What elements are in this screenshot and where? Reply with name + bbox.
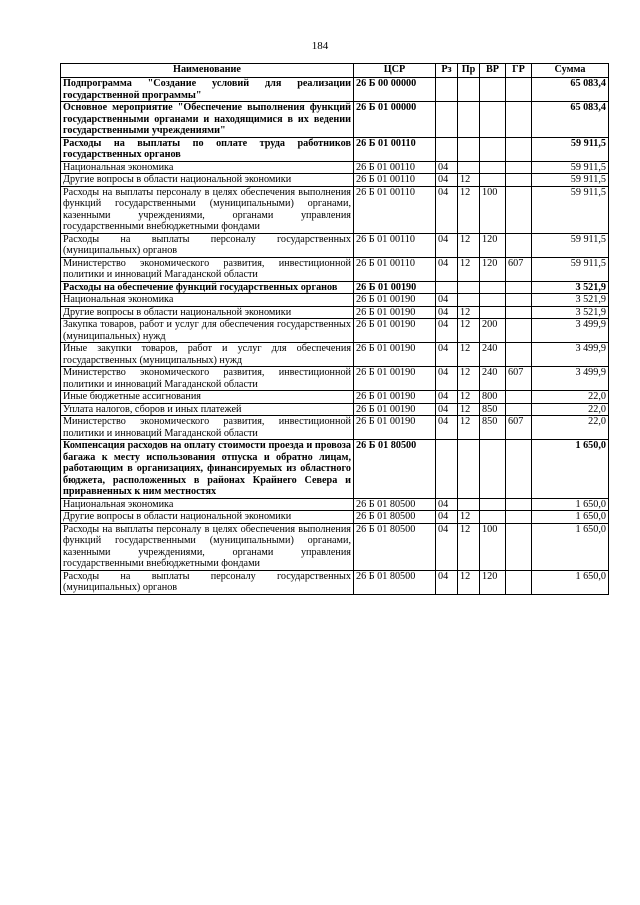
cell-sum: 59 911,5: [532, 161, 609, 174]
cell-name: Расходы на выплаты персоналу государственных (муниципальных) органов: [61, 570, 354, 594]
cell-rz: [436, 102, 458, 138]
cell-pr: 12: [458, 367, 480, 391]
cell-csr: 26 Б 01 80500: [354, 498, 436, 511]
cell-csr: 26 Б 01 80500: [354, 523, 436, 570]
cell-gr: [506, 281, 532, 294]
cell-name: Расходы на выплаты по оплате труда работников государственных органов: [61, 137, 354, 161]
cell-csr: 26 Б 01 80500: [354, 440, 436, 499]
table-row: [61, 78, 609, 102]
cell-gr: [506, 102, 532, 138]
cell-csr: 26 Б 01 00110: [354, 257, 436, 281]
cell-csr: 26 Б 01 00190: [354, 416, 436, 440]
cell-vr: 200: [480, 319, 506, 343]
cell-name: Другие вопросы в области национальной экономики: [61, 306, 354, 319]
cell-sum: 22,0: [532, 416, 609, 440]
cell-gr: [506, 161, 532, 174]
cell-name: Министерство экономического развития, инвестиционной политики и инноваций Магаданской области: [61, 416, 354, 440]
cell-vr: [480, 294, 506, 307]
cell-vr: 800: [480, 391, 506, 404]
cell-name: Уплата налогов, сборов и иных платежей: [61, 403, 354, 416]
cell-pr: [458, 294, 480, 307]
table-header-row: [61, 64, 609, 78]
cell-csr: 26 Б 01 80500: [354, 511, 436, 524]
cell-sum: 3 521,9: [532, 281, 609, 294]
table-row: [61, 233, 609, 257]
cell-pr: [458, 161, 480, 174]
cell-sum: 1 650,0: [532, 511, 609, 524]
cell-pr: [458, 78, 480, 102]
cell-pr: 12: [458, 511, 480, 524]
cell-rz: 04: [436, 257, 458, 281]
cell-rz: [436, 137, 458, 161]
cell-rz: 04: [436, 161, 458, 174]
cell-csr: 26 Б 01 00110: [354, 161, 436, 174]
cell-gr: [506, 137, 532, 161]
table-row: [61, 102, 609, 138]
cell-gr: [506, 440, 532, 499]
cell-name: Другие вопросы в области национальной экономики: [61, 174, 354, 187]
cell-gr: 607: [506, 416, 532, 440]
cell-gr: 607: [506, 257, 532, 281]
table-row: [61, 319, 609, 343]
cell-pr: [458, 498, 480, 511]
table-row: [61, 570, 609, 594]
cell-gr: [506, 186, 532, 233]
cell-rz: 04: [436, 403, 458, 416]
cell-sum: 59 911,5: [532, 174, 609, 187]
table-row: [61, 403, 609, 416]
cell-gr: 607: [506, 367, 532, 391]
cell-sum: 22,0: [532, 391, 609, 404]
cell-sum: 59 911,5: [532, 186, 609, 233]
cell-sum: 65 083,4: [532, 78, 609, 102]
cell-csr: 26 Б 01 00190: [354, 306, 436, 319]
cell-pr: 12: [458, 319, 480, 343]
table-row: [61, 391, 609, 404]
cell-name: Расходы на выплаты персоналу в целях обеспечения выполнения функций государственными (муниципальными) органами, казенными учреждениями, органами управления государственными внебюджетными фондами: [61, 523, 354, 570]
cell-vr: 240: [480, 343, 506, 367]
cell-gr: [506, 403, 532, 416]
table-row: [61, 281, 609, 294]
cell-rz: 04: [436, 294, 458, 307]
table-row: [61, 440, 609, 499]
cell-sum: 59 911,5: [532, 257, 609, 281]
cell-vr: [480, 281, 506, 294]
cell-rz: 04: [436, 511, 458, 524]
cell-rz: 04: [436, 174, 458, 187]
cell-pr: 12: [458, 416, 480, 440]
cell-sum: 3 521,9: [532, 294, 609, 307]
column-header-vr: ВР: [480, 64, 506, 78]
table-row: [61, 137, 609, 161]
cell-vr: [480, 137, 506, 161]
cell-csr: 26 Б 01 00000: [354, 102, 436, 138]
cell-pr: 12: [458, 343, 480, 367]
cell-csr: 26 Б 01 00110: [354, 233, 436, 257]
cell-name: Расходы на обеспечение функций государственных органов: [61, 281, 354, 294]
column-header-pr: Пр: [458, 64, 480, 78]
column-header-rz: Рз: [436, 64, 458, 78]
cell-rz: 04: [436, 523, 458, 570]
cell-rz: 04: [436, 498, 458, 511]
cell-pr: 12: [458, 570, 480, 594]
cell-rz: [436, 440, 458, 499]
cell-pr: [458, 281, 480, 294]
cell-vr: 120: [480, 570, 506, 594]
cell-csr: 26 Б 00 00000: [354, 78, 436, 102]
cell-rz: 04: [436, 343, 458, 367]
cell-gr: [506, 78, 532, 102]
cell-pr: 12: [458, 391, 480, 404]
cell-pr: 12: [458, 174, 480, 187]
cell-rz: 04: [436, 306, 458, 319]
cell-csr: 26 Б 01 00190: [354, 281, 436, 294]
cell-rz: 04: [436, 416, 458, 440]
cell-name: Основное мероприятие "Обеспечение выполнения функций государственными органами и находящимися в их ведении государственными учреждениями": [61, 102, 354, 138]
cell-rz: 04: [436, 367, 458, 391]
cell-vr: 120: [480, 233, 506, 257]
cell-name: Компенсация расходов на оплату стоимости проезда и провоза багажа к месту использования отпуска и обратно лицам, работающим в организациях, финансируемых из областного бюджета, расположенных в районах Крайнего Севера и приравненных к ним местностях: [61, 440, 354, 499]
cell-csr: 26 Б 01 00190: [354, 343, 436, 367]
cell-name: Закупка товаров, работ и услуг для обеспечения государственных (муниципальных) нужд: [61, 319, 354, 343]
cell-gr: [506, 523, 532, 570]
cell-csr: 26 Б 01 00110: [354, 186, 436, 233]
page-number: 184: [311, 40, 329, 52]
cell-vr: 100: [480, 523, 506, 570]
cell-pr: 12: [458, 186, 480, 233]
cell-pr: [458, 102, 480, 138]
cell-csr: 26 Б 01 80500: [354, 570, 436, 594]
cell-sum: 3 499,9: [532, 343, 609, 367]
cell-vr: 240: [480, 367, 506, 391]
cell-csr: 26 Б 01 00190: [354, 367, 436, 391]
cell-gr: [506, 570, 532, 594]
cell-vr: [480, 498, 506, 511]
cell-name: Расходы на выплаты персоналу государственных (муниципальных) органов: [61, 233, 354, 257]
cell-name: Другие вопросы в области национальной экономики: [61, 511, 354, 524]
table-row: [61, 343, 609, 367]
cell-sum: 1 650,0: [532, 440, 609, 499]
table-row: [61, 174, 609, 187]
table-body: [61, 78, 609, 595]
cell-vr: [480, 102, 506, 138]
cell-pr: 12: [458, 523, 480, 570]
table-row: [61, 511, 609, 524]
cell-sum: 22,0: [532, 403, 609, 416]
cell-name: Министерство экономического развития, инвестиционной политики и инноваций Магаданской области: [61, 257, 354, 281]
table-row: [61, 416, 609, 440]
cell-gr: [506, 391, 532, 404]
column-header-gr: ГР: [506, 64, 532, 78]
cell-name: Министерство экономического развития, инвестиционной политики и инноваций Магаданской области: [61, 367, 354, 391]
table-row: [61, 367, 609, 391]
cell-csr: 26 Б 01 00190: [354, 391, 436, 404]
cell-pr: 12: [458, 403, 480, 416]
cell-rz: [436, 78, 458, 102]
cell-gr: [506, 343, 532, 367]
cell-sum: 1 650,0: [532, 523, 609, 570]
cell-csr: 26 Б 01 00190: [354, 403, 436, 416]
cell-gr: [506, 233, 532, 257]
table-row: [61, 257, 609, 281]
column-header-csr: ЦСР: [354, 64, 436, 78]
cell-csr: 26 Б 01 00190: [354, 294, 436, 307]
cell-sum: 3 499,9: [532, 319, 609, 343]
cell-vr: [480, 306, 506, 319]
budget-table: [60, 63, 609, 595]
cell-sum: 65 083,4: [532, 102, 609, 138]
cell-csr: 26 Б 01 00110: [354, 137, 436, 161]
cell-pr: [458, 137, 480, 161]
cell-rz: 04: [436, 186, 458, 233]
table-row: [61, 523, 609, 570]
cell-rz: [436, 281, 458, 294]
cell-sum: 1 650,0: [532, 570, 609, 594]
cell-csr: 26 Б 01 00190: [354, 319, 436, 343]
cell-gr: [506, 306, 532, 319]
column-header-sum: Сумма: [532, 64, 609, 78]
cell-sum: 1 650,0: [532, 498, 609, 511]
cell-sum: 59 911,5: [532, 233, 609, 257]
cell-sum: 3 499,9: [532, 367, 609, 391]
cell-pr: 12: [458, 306, 480, 319]
cell-gr: [506, 498, 532, 511]
cell-vr: [480, 78, 506, 102]
cell-rz: 04: [436, 570, 458, 594]
cell-name: Национальная экономика: [61, 498, 354, 511]
cell-vr: 850: [480, 403, 506, 416]
cell-pr: [458, 440, 480, 499]
cell-name: Национальная экономика: [61, 294, 354, 307]
cell-gr: [506, 174, 532, 187]
table-row: [61, 186, 609, 233]
cell-vr: 850: [480, 416, 506, 440]
table-row: [61, 306, 609, 319]
cell-gr: [506, 511, 532, 524]
table-row: [61, 161, 609, 174]
cell-pr: 12: [458, 233, 480, 257]
cell-pr: 12: [458, 257, 480, 281]
cell-name: Национальная экономика: [61, 161, 354, 174]
cell-rz: 04: [436, 233, 458, 257]
cell-vr: [480, 161, 506, 174]
table-row: [61, 498, 609, 511]
cell-csr: 26 Б 01 00110: [354, 174, 436, 187]
cell-vr: 100: [480, 186, 506, 233]
cell-vr: [480, 511, 506, 524]
cell-name: Расходы на выплаты персоналу в целях обеспечения выполнения функций государственными (муниципальными) органами, казенными учреждениями, органами управления государственными внебюджетными фондами: [61, 186, 354, 233]
cell-name: Иные закупки товаров, работ и услуг для обеспечения государственных (муниципальных) нужд: [61, 343, 354, 367]
cell-sum: 59 911,5: [532, 137, 609, 161]
column-header-name: Наименование: [61, 64, 354, 78]
cell-rz: 04: [436, 319, 458, 343]
cell-name: Подпрограмма "Создание условий для реализации государственной программы": [61, 78, 354, 102]
cell-vr: [480, 174, 506, 187]
cell-rz: 04: [436, 391, 458, 404]
cell-sum: 3 521,9: [532, 306, 609, 319]
table-row: [61, 294, 609, 307]
cell-gr: [506, 294, 532, 307]
cell-vr: [480, 440, 506, 499]
cell-vr: 120: [480, 257, 506, 281]
cell-name: Иные бюджетные ассигнования: [61, 391, 354, 404]
cell-gr: [506, 319, 532, 343]
